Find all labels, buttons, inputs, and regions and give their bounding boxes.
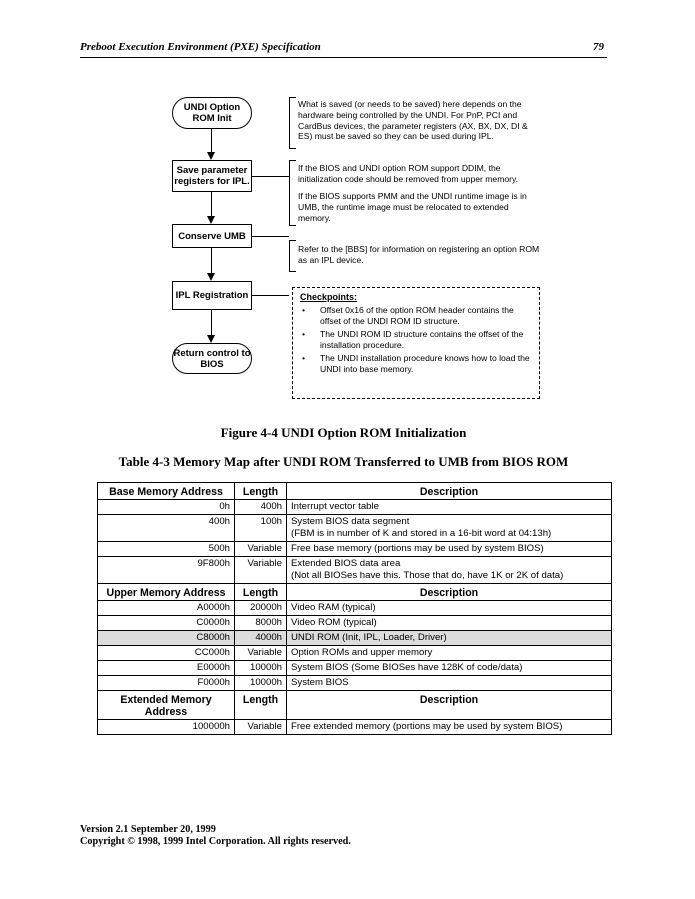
note-brace	[289, 240, 296, 272]
running-header	[80, 41, 606, 53]
page-number: 79	[593, 41, 604, 53]
note-pmm: If the BIOS supports PMM and the UNDI runtime image is in UMB, the runtime image must be relocated to extended memory.	[298, 191, 527, 223]
table-cell: 20000h	[235, 601, 287, 616]
table-cell: Interrupt vector table	[287, 500, 612, 515]
header-rule	[80, 57, 607, 58]
flow-step-label: IPL Registration	[175, 290, 249, 301]
table-row	[98, 542, 612, 557]
table-cell: 10000h	[235, 661, 287, 676]
table-cell: C8000h	[98, 631, 235, 646]
column-header: Length	[235, 483, 287, 500]
table-cell: 8000h	[235, 616, 287, 631]
table-row	[98, 676, 612, 691]
bullet-icon: •	[302, 353, 306, 364]
checkpoint-text: The UNDI installation procedure knows how to load the UNDI into base memory.	[320, 353, 530, 374]
note-leader	[252, 176, 289, 177]
column-header: Upper Memory Address	[98, 584, 235, 601]
table-row	[98, 616, 612, 631]
checkpoint-item	[300, 353, 532, 374]
flow-end	[172, 343, 252, 374]
footer-copyright: Copyright © 1998, 1999 Intel Corporation. All rights reserved.	[80, 836, 351, 847]
table-cell: System BIOS data segment (FBM is in number of K and stored in a 16-bit word at 04:13h)	[287, 515, 612, 542]
note-ddim: If the BIOS and UNDI option ROM support DDIM, the initialization code should be removed from upper memory.	[298, 163, 519, 184]
page-footer	[80, 824, 351, 848]
checkpoints-title: Checkpoints:	[300, 292, 358, 302]
checkpoint-text: The UNDI ROM ID structure contains the offset of the installation procedure.	[320, 329, 524, 350]
column-header: Length	[235, 691, 287, 720]
note-saved-registers: What is saved (or needs to be saved) here depends on the hardware being controlled by the UNDI. For PnP, PCI and CardBus devices, the parameter registers (AX, BX, DX, DI & ES) must be saved so they can be used during IPL.	[298, 99, 528, 142]
table-cell: 10000h	[235, 676, 287, 691]
note-brace	[289, 160, 296, 226]
table-cell: C0000h	[98, 616, 235, 631]
table-cell: Extended BIOS data area (Not all BIOSes have this. Those that do, have 1K or 2K of data)	[287, 557, 612, 584]
column-header: Description	[287, 691, 612, 720]
table-cell: 500h	[98, 542, 235, 557]
table-cell: System BIOS	[287, 676, 612, 691]
flow-step-ipl-registration	[172, 281, 252, 310]
checkpoint-item	[300, 305, 532, 326]
column-header: Extended Memory Address	[98, 691, 235, 720]
flow-step-label: Conserve UMB	[178, 230, 246, 242]
table-header-row	[98, 584, 612, 601]
table-cell: F0000h	[98, 676, 235, 691]
table-row	[98, 646, 612, 661]
table-cell: Video ROM (typical)	[287, 616, 612, 631]
table-cell: 100000h	[98, 720, 235, 735]
memory-map-table	[97, 482, 612, 735]
column-header: Description	[287, 483, 612, 500]
table-cell: 400h	[235, 500, 287, 515]
table-row	[98, 631, 612, 646]
column-header: Description	[287, 584, 612, 601]
note-leader	[252, 236, 289, 237]
note-bbs: Refer to the [BBS] for information on registering an option ROM as an IPL device.	[298, 244, 540, 265]
table-cell: 400h	[98, 515, 235, 542]
flow-start-label: UNDI Option ROM Init	[183, 102, 241, 124]
table-row	[98, 515, 612, 542]
table-row	[98, 720, 612, 735]
header-title: Preboot Execution Environment (PXE) Specification	[80, 41, 321, 53]
table-row	[98, 661, 612, 676]
flow-connector	[211, 310, 212, 335]
table-cell: Variable	[235, 557, 287, 584]
note-leader	[252, 295, 289, 296]
table-cell: Variable	[235, 646, 287, 661]
figure-caption: Figure 4-4 UNDI Option ROM Initialization	[220, 425, 467, 440]
table-cell: 100h	[235, 515, 287, 542]
flow-end-label: Return control to BIOS	[173, 347, 251, 370]
table-cell: UNDI ROM (Init, IPL, Loader, Driver)	[287, 631, 612, 646]
table-row	[98, 601, 612, 616]
table-cell: A0000h	[98, 601, 235, 616]
checkpoint-item	[300, 329, 532, 350]
flow-step-conserve-umb	[172, 224, 252, 248]
checkpoints-list	[300, 305, 532, 378]
column-header: Length	[235, 584, 287, 601]
flow-step-save-registers	[172, 160, 252, 192]
flow-step-label: Save parameter registers for IPL.	[174, 165, 250, 187]
table-cell: Free base memory (portions may be used by system BIOS)	[287, 542, 612, 557]
flow-connector	[211, 129, 212, 152]
table-cell: E0000h	[98, 661, 235, 676]
note-brace	[289, 97, 296, 149]
checkpoints-box	[292, 287, 540, 399]
table-row	[98, 557, 612, 584]
table-cell: Variable	[235, 542, 287, 557]
table-caption: Table 4-3 Memory Map after UNDI ROM Transferred to UMB from BIOS ROM	[118, 454, 569, 469]
table-cell: 9F800h	[98, 557, 235, 584]
table-header-row	[98, 483, 612, 500]
table-cell: 0h	[98, 500, 235, 515]
bullet-icon: •	[302, 305, 306, 315]
flow-connector	[211, 192, 212, 216]
table-cell: Option ROMs and upper memory	[287, 646, 612, 661]
flow-start	[172, 97, 252, 129]
checkpoint-text: Offset 0x16 of the option ROM header contains the offset of the UNDI ROM ID structure.	[320, 305, 514, 326]
table-cell: Video RAM (typical)	[287, 601, 612, 616]
table-cell: System BIOS (Some BIOSes have 128K of code/data)	[287, 661, 612, 676]
arrow-down-icon	[207, 273, 215, 281]
table-cell: 4000h	[235, 631, 287, 646]
table-row	[98, 500, 612, 515]
arrow-down-icon	[207, 152, 215, 160]
table-cell: CC000h	[98, 646, 235, 661]
arrow-down-icon	[207, 335, 215, 343]
column-header: Base Memory Address	[98, 483, 235, 500]
flow-connector	[211, 248, 212, 273]
table-header-row	[98, 691, 612, 720]
arrow-down-icon	[207, 216, 215, 224]
bullet-icon: •	[302, 329, 306, 340]
table-cell: Free extended memory (portions may be used by system BIOS)	[287, 720, 612, 735]
footer-version: Version 2.1 September 20, 1999	[80, 824, 216, 835]
table-cell: Variable	[235, 720, 287, 735]
